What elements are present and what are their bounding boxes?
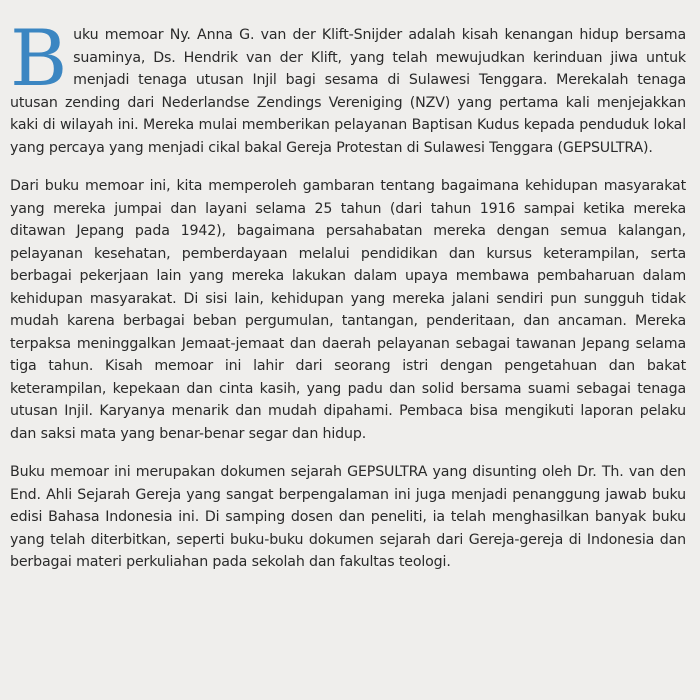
paragraph-intro-text: uku memoar Ny. Anna G. van der Klift-Snijder adalah kisah kenangan hidup bersama suaminya, Ds. Hendrik van der Klift, yang telah mewujudkan kerinduan jiwa untuk menjadi tenaga utusan Injil bagi sesama di Sulawesi Tenggara. Merekalah tenaga utusan zending dari Nederlandse Zendings Vereniging (NZV) yang pertama kali menjejakkan kaki di wilayah ini. Mereka mulai memberikan pelayanan Baptisan Kudus kepada penduduk lokal yang percaya yang menjadi cikal bakal Gereja Protestan di Sulawesi Tenggara (GEPSULTRA).: [10, 27, 686, 156]
drop-cap: B: [10, 14, 68, 104]
paragraph-editor: Buku memoar ini merupakan dokumen sejarah GEPSULTRA yang disunting oleh Dr. Th. van den End. Ahli Sejarah Gereja yang sangat berpengalaman ini juga menjadi penanggung jawab buku edisi Bahasa Indonesia ini. Di samping dosen dan peneliti, ia telah menghasilkan banyak buku yang telah diterbitkan, seperti buku-buku dokumen sejarah dari Gereja-gereja di Indonesia dan berbagai materi perkuliahan pada sekolah dan fakultas teologi.: [10, 464, 686, 570]
paragraph-intro: [10, 14, 686, 159]
paragraph-memoir-summary: Dari buku memoar ini, kita memperoleh gambaran tentang bagaimana kehidupan masyarakat yang mereka jumpai dan layani selama 25 tahun (dari tahun 1916 sampai ketika mereka ditawan Jepang pada 1942), bagaimana persahabatan mereka dengan semua kalangan, pelayanan kesehatan, pemberdayaan melalui pendidikan dan kursus keterampilan, serta berbagai pekerjaan lain yang mereka lakukan dalam upaya membawa pembaharuan dalam kehidupan masyarakat. Di sisi lain, kehidupan yang mereka jalani sendiri pun sungguh tidak mudah karena berbagai beban pergumulan, tantangan, penderitaan, dan ancaman. Mereka terpaksa meninggalkan Jemaat-jemaat dan daerah pelayanan sebagai tawanan Jepang selama tiga tahun. Kisah memoar ini lahir dari seorang istri dengan pengetahuan dan bakat keterampilan, kepekaan dan cinta kasih, yang padu dan solid bersama suami sebagai tenaga utusan Injil. Karyanya menarik dan mudah dipahami. Pembaca bisa mengikuti laporan pelaku dan saksi mata yang benar-benar segar dan hidup.: [10, 178, 686, 442]
back-cover-text: [10, 14, 686, 590]
